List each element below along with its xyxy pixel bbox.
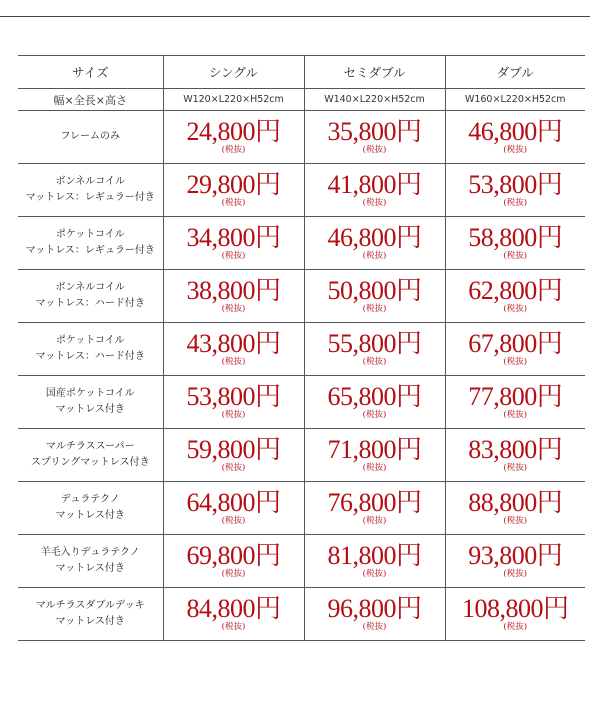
row-label-line: マットレス付き (55, 616, 125, 627)
price-cell-semi-double (304, 323, 445, 376)
price-value: 46,800円 (468, 117, 563, 146)
tax-note: (税抜) (362, 622, 387, 632)
price-cell-double (445, 588, 585, 641)
row-label (18, 111, 163, 164)
price-cell-semi-double (304, 535, 445, 588)
row-label-line: ボンネルコイル (55, 282, 125, 293)
top-divider (0, 16, 590, 17)
price-value: 34,800円 (186, 223, 281, 252)
price-cell-semi-double (304, 111, 445, 164)
tax-note: (税抜) (362, 357, 387, 367)
price-cell-single (163, 111, 304, 164)
table-row (18, 482, 585, 535)
row-label-line: ポケットコイル (55, 229, 125, 240)
price-cell-double (445, 429, 585, 482)
row-label-line: 羊毛入りデュラテクノ (40, 547, 140, 558)
price-value: 46,800円 (327, 223, 422, 252)
table-row (18, 164, 585, 217)
dimensions-row (18, 89, 585, 111)
tax-note: (税抜) (503, 251, 528, 261)
price-value: 38,800円 (186, 276, 281, 305)
tax-note: (税抜) (221, 622, 246, 632)
price-value: 93,800円 (468, 541, 563, 570)
price-value: 71,800円 (327, 435, 422, 464)
price-value: 67,800円 (468, 329, 563, 358)
price-value: 65,800円 (327, 382, 422, 411)
row-label-line: マットレス：ハード付き (35, 351, 145, 362)
price-cell-semi-double (304, 429, 445, 482)
price-value: 24,800円 (186, 117, 281, 146)
tax-note: (税抜) (221, 516, 246, 526)
price-cell-single (163, 429, 304, 482)
header-double: ダブル (445, 56, 585, 89)
tax-note: (税抜) (362, 569, 387, 579)
row-label (18, 376, 163, 429)
tax-note: (税抜) (362, 145, 387, 155)
price-cell-double (445, 323, 585, 376)
row-label-line: マットレス：ハード付き (35, 298, 145, 309)
tax-note: (税抜) (503, 410, 528, 420)
price-cell-semi-double (304, 164, 445, 217)
price-value: 55,800円 (327, 329, 422, 358)
row-label (18, 270, 163, 323)
price-cell-single (163, 482, 304, 535)
price-value: 29,800円 (186, 170, 281, 199)
row-label (18, 588, 163, 641)
row-label-line: マットレス付き (55, 510, 125, 521)
price-value: 50,800円 (327, 276, 422, 305)
price-cell-single (163, 270, 304, 323)
header-semi-double: セミダブル (304, 56, 445, 89)
price-value: 83,800円 (468, 435, 563, 464)
price-cell-double (445, 164, 585, 217)
header-size: サイズ (18, 56, 163, 89)
price-cell-semi-double (304, 482, 445, 535)
tax-note: (税抜) (503, 145, 528, 155)
price-value: 76,800円 (327, 488, 422, 517)
price-cell-semi-double (304, 376, 445, 429)
price-value: 43,800円 (186, 329, 281, 358)
tax-note: (税抜) (503, 463, 528, 473)
tax-note: (税抜) (503, 569, 528, 579)
row-label (18, 164, 163, 217)
tax-note: (税抜) (221, 304, 246, 314)
price-cell-single (163, 535, 304, 588)
price-cell-double (445, 270, 585, 323)
price-value: 88,800円 (468, 488, 563, 517)
tax-note: (税抜) (503, 622, 528, 632)
price-value: 59,800円 (186, 435, 281, 464)
tax-note: (税抜) (503, 516, 528, 526)
table-row (18, 217, 585, 270)
price-value: 84,800円 (186, 594, 281, 623)
tax-note: (税抜) (362, 516, 387, 526)
tax-note: (税抜) (362, 198, 387, 208)
price-cell-double (445, 376, 585, 429)
row-label-line: マットレス：レギュラー付き (25, 245, 155, 256)
tax-note: (税抜) (221, 357, 246, 367)
dimensions-label: 幅×全長×高さ (18, 89, 163, 111)
tax-note: (税抜) (362, 251, 387, 261)
price-value: 77,800円 (468, 382, 563, 411)
row-label-line: 国産ポケットコイル (45, 388, 135, 399)
table-row (18, 429, 585, 482)
price-cell-semi-double (304, 588, 445, 641)
row-label-line: マットレス付き (55, 404, 125, 415)
row-label (18, 535, 163, 588)
tax-note: (税抜) (362, 463, 387, 473)
price-cell-double (445, 535, 585, 588)
header-single: シングル (163, 56, 304, 89)
tax-note: (税抜) (221, 198, 246, 208)
tax-note: (税抜) (362, 410, 387, 420)
price-table (18, 55, 585, 641)
row-label-line: スプリングマットレス付き (30, 457, 150, 468)
table-row (18, 588, 585, 641)
price-cell-single (163, 376, 304, 429)
table-row (18, 376, 585, 429)
tax-note: (税抜) (362, 304, 387, 314)
row-label-line: マルチラススーパー (45, 441, 135, 452)
row-label-line: ポケットコイル (55, 335, 125, 346)
tax-note: (税抜) (221, 569, 246, 579)
price-value: 81,800円 (327, 541, 422, 570)
dimensions-single: W120×L220×H52cm (163, 89, 304, 111)
dimensions-semi-double: W140×L220×H52cm (304, 89, 445, 111)
tax-note: (税抜) (503, 304, 528, 314)
row-label-line: マルチラスダブルデッキ (35, 600, 145, 611)
price-cell-semi-double (304, 217, 445, 270)
price-cell-double (445, 482, 585, 535)
price-value: 53,800円 (186, 382, 281, 411)
price-value: 53,800円 (468, 170, 563, 199)
row-label (18, 429, 163, 482)
row-label-line: マットレス付き (55, 563, 125, 574)
table-row (18, 323, 585, 376)
price-value: 108,800円 (461, 594, 569, 623)
tax-note: (税抜) (221, 463, 246, 473)
price-value: 64,800円 (186, 488, 281, 517)
row-label-line: マットレス：レギュラー付き (25, 192, 155, 203)
price-cell-semi-double (304, 270, 445, 323)
price-value: 58,800円 (468, 223, 563, 252)
tax-note: (税抜) (503, 198, 528, 208)
dimensions-double: W160×L220×H52cm (445, 89, 585, 111)
row-label (18, 323, 163, 376)
price-value: 35,800円 (327, 117, 422, 146)
row-label-line: ボンネルコイル (55, 176, 125, 187)
price-value: 96,800円 (327, 594, 422, 623)
price-cell-double (445, 111, 585, 164)
tax-note: (税抜) (221, 251, 246, 261)
row-label (18, 482, 163, 535)
row-label-line: フレームのみ (60, 131, 121, 142)
row-label-line: デュラテクノ (60, 494, 120, 505)
row-label (18, 217, 163, 270)
tax-note: (税抜) (221, 410, 246, 420)
price-cell-single (163, 588, 304, 641)
header-row (18, 56, 585, 89)
price-cell-double (445, 217, 585, 270)
table-row (18, 535, 585, 588)
price-value: 41,800円 (327, 170, 422, 199)
price-value: 62,800円 (468, 276, 563, 305)
price-cell-single (163, 164, 304, 217)
tax-note: (税抜) (221, 145, 246, 155)
price-cell-single (163, 323, 304, 376)
table-row (18, 270, 585, 323)
price-cell-single (163, 217, 304, 270)
price-value: 69,800円 (186, 541, 281, 570)
tax-note: (税抜) (503, 357, 528, 367)
table-row (18, 111, 585, 164)
